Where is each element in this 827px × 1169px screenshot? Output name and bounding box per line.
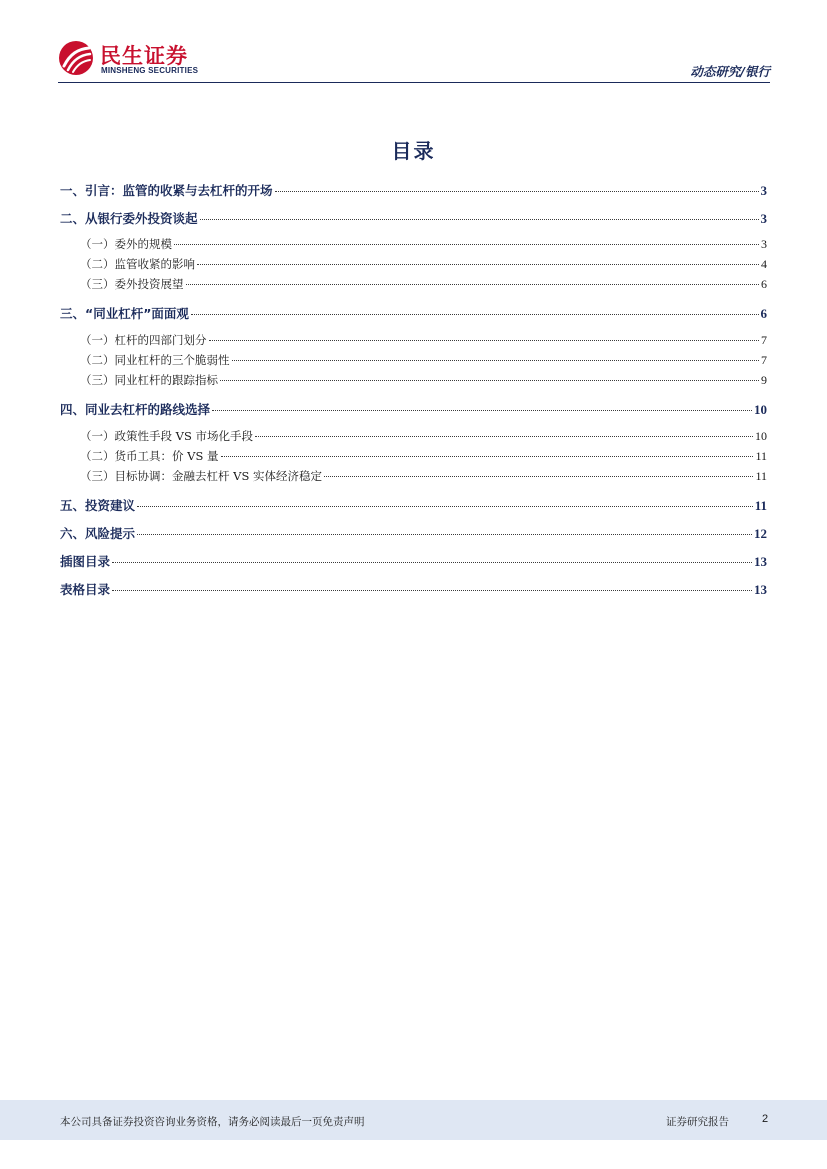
toc-entry-title: 三、“同业杠杆”面面观 [60, 306, 189, 321]
toc-entry-page: 9 [761, 373, 767, 387]
toc-entry-page: 12 [754, 526, 767, 541]
toc-entry-page: 11 [755, 469, 767, 483]
toc-entry-page: 11 [754, 498, 767, 513]
logo-english-name: MINSHENG SECURITIES [101, 66, 199, 75]
toc-entry-title: 六、风险提示 [60, 526, 136, 541]
toc-entry[interactable] [60, 552, 767, 570]
toc-dot-leader [137, 534, 752, 535]
toc-entry-page: 11 [755, 449, 767, 463]
footer-disclaimer: 本公司具备证券投资咨询业务资格，请务必阅读最后一页免责声明 [60, 1116, 365, 1128]
company-logo [58, 38, 208, 78]
report-type-label: 动态研究/银行 [690, 64, 770, 79]
toc-entry-page: 13 [754, 582, 767, 597]
toc-entry-page: 6 [760, 306, 767, 321]
toc-dot-leader [112, 562, 752, 563]
toc-title: 目录 [391, 139, 436, 163]
toc-entry[interactable] [60, 580, 767, 598]
toc-entry[interactable] [80, 372, 767, 388]
toc-entry-title: （二）同业杠杆的三个脆弱性 [80, 353, 230, 367]
toc-entry-page: 3 [760, 211, 767, 226]
page-number: 2 [762, 1113, 769, 1125]
toc-entry-title: （一）委外的规模 [80, 237, 172, 251]
toc-entry-page: 13 [754, 554, 767, 569]
toc-entry-page: 7 [761, 333, 767, 347]
header-divider [58, 82, 770, 83]
toc-dot-leader [112, 590, 752, 591]
toc-dot-leader [186, 284, 760, 285]
toc-entry-title: （三）同业杠杆的跟踪指标 [80, 373, 218, 387]
toc-dot-leader [174, 244, 759, 245]
toc-dot-leader [191, 314, 759, 315]
toc-entry-title: （一）杠杆的四部门划分 [80, 333, 207, 347]
footer-report-label: 证券研究报告 [666, 1116, 729, 1128]
toc-entry-title: （三）委外投资展望 [80, 277, 184, 291]
toc-dot-leader [275, 191, 759, 192]
toc-entry-page: 7 [761, 353, 767, 367]
toc-entry-title: 一、引言：监管的收紧与去杠杆的开场 [60, 183, 273, 198]
minsheng-logo-icon [58, 40, 94, 76]
toc-entry-page: 3 [760, 183, 767, 198]
page-footer [0, 1100, 827, 1140]
toc-dot-leader [197, 264, 759, 265]
toc-entry[interactable] [60, 496, 767, 514]
toc-entry[interactable] [80, 428, 767, 444]
toc-entry[interactable] [60, 181, 767, 199]
toc-entry[interactable] [80, 468, 767, 484]
toc-entry-title: （二）货币工具：价 VS 量 [80, 449, 219, 463]
toc-entry-title: （一）政策性手段 VS 市场化手段 [80, 429, 253, 443]
page-header [58, 38, 770, 82]
logo-chinese-name: 民生证券 [100, 44, 188, 68]
toc-dot-leader [324, 476, 753, 477]
toc-dot-leader [232, 360, 760, 361]
toc-dot-leader [209, 340, 760, 341]
toc-entry-title: （三）目标协调：金融去杠杆 VS 实体经济稳定 [80, 469, 322, 483]
toc-entry-page: 6 [761, 277, 767, 291]
toc-entry[interactable] [80, 332, 767, 348]
toc-dot-leader [200, 219, 759, 220]
toc-entry-page: 10 [754, 402, 767, 417]
toc-entry-title: 插图目录 [60, 554, 111, 569]
toc-dot-leader [212, 410, 752, 411]
toc-entry[interactable] [60, 209, 767, 227]
toc-entry[interactable] [60, 524, 767, 542]
toc-entry-title: 二、从银行委外投资谈起 [60, 211, 198, 226]
toc-entry-page: 10 [755, 429, 767, 443]
toc-dot-leader [220, 380, 759, 381]
toc-entry-page: 3 [761, 237, 767, 251]
toc-entry-title: （二）监管收紧的影响 [80, 257, 195, 271]
toc-entry[interactable] [60, 400, 767, 418]
toc-dot-leader [255, 436, 753, 437]
toc-dot-leader [137, 506, 753, 507]
toc-entry[interactable] [80, 236, 767, 252]
toc-entry-title: 表格目录 [60, 582, 111, 597]
toc-dot-leader [221, 456, 754, 457]
toc-entry-title: 四、同业去杠杆的路线选择 [60, 402, 211, 417]
toc-entry-title: 五、投资建议 [60, 498, 136, 513]
toc-entry[interactable] [80, 276, 767, 292]
toc-entry[interactable] [80, 448, 767, 464]
toc-entry[interactable] [60, 304, 767, 322]
toc-entry[interactable] [80, 352, 767, 368]
toc-entry[interactable] [80, 256, 767, 272]
toc-entry-page: 4 [761, 257, 767, 271]
